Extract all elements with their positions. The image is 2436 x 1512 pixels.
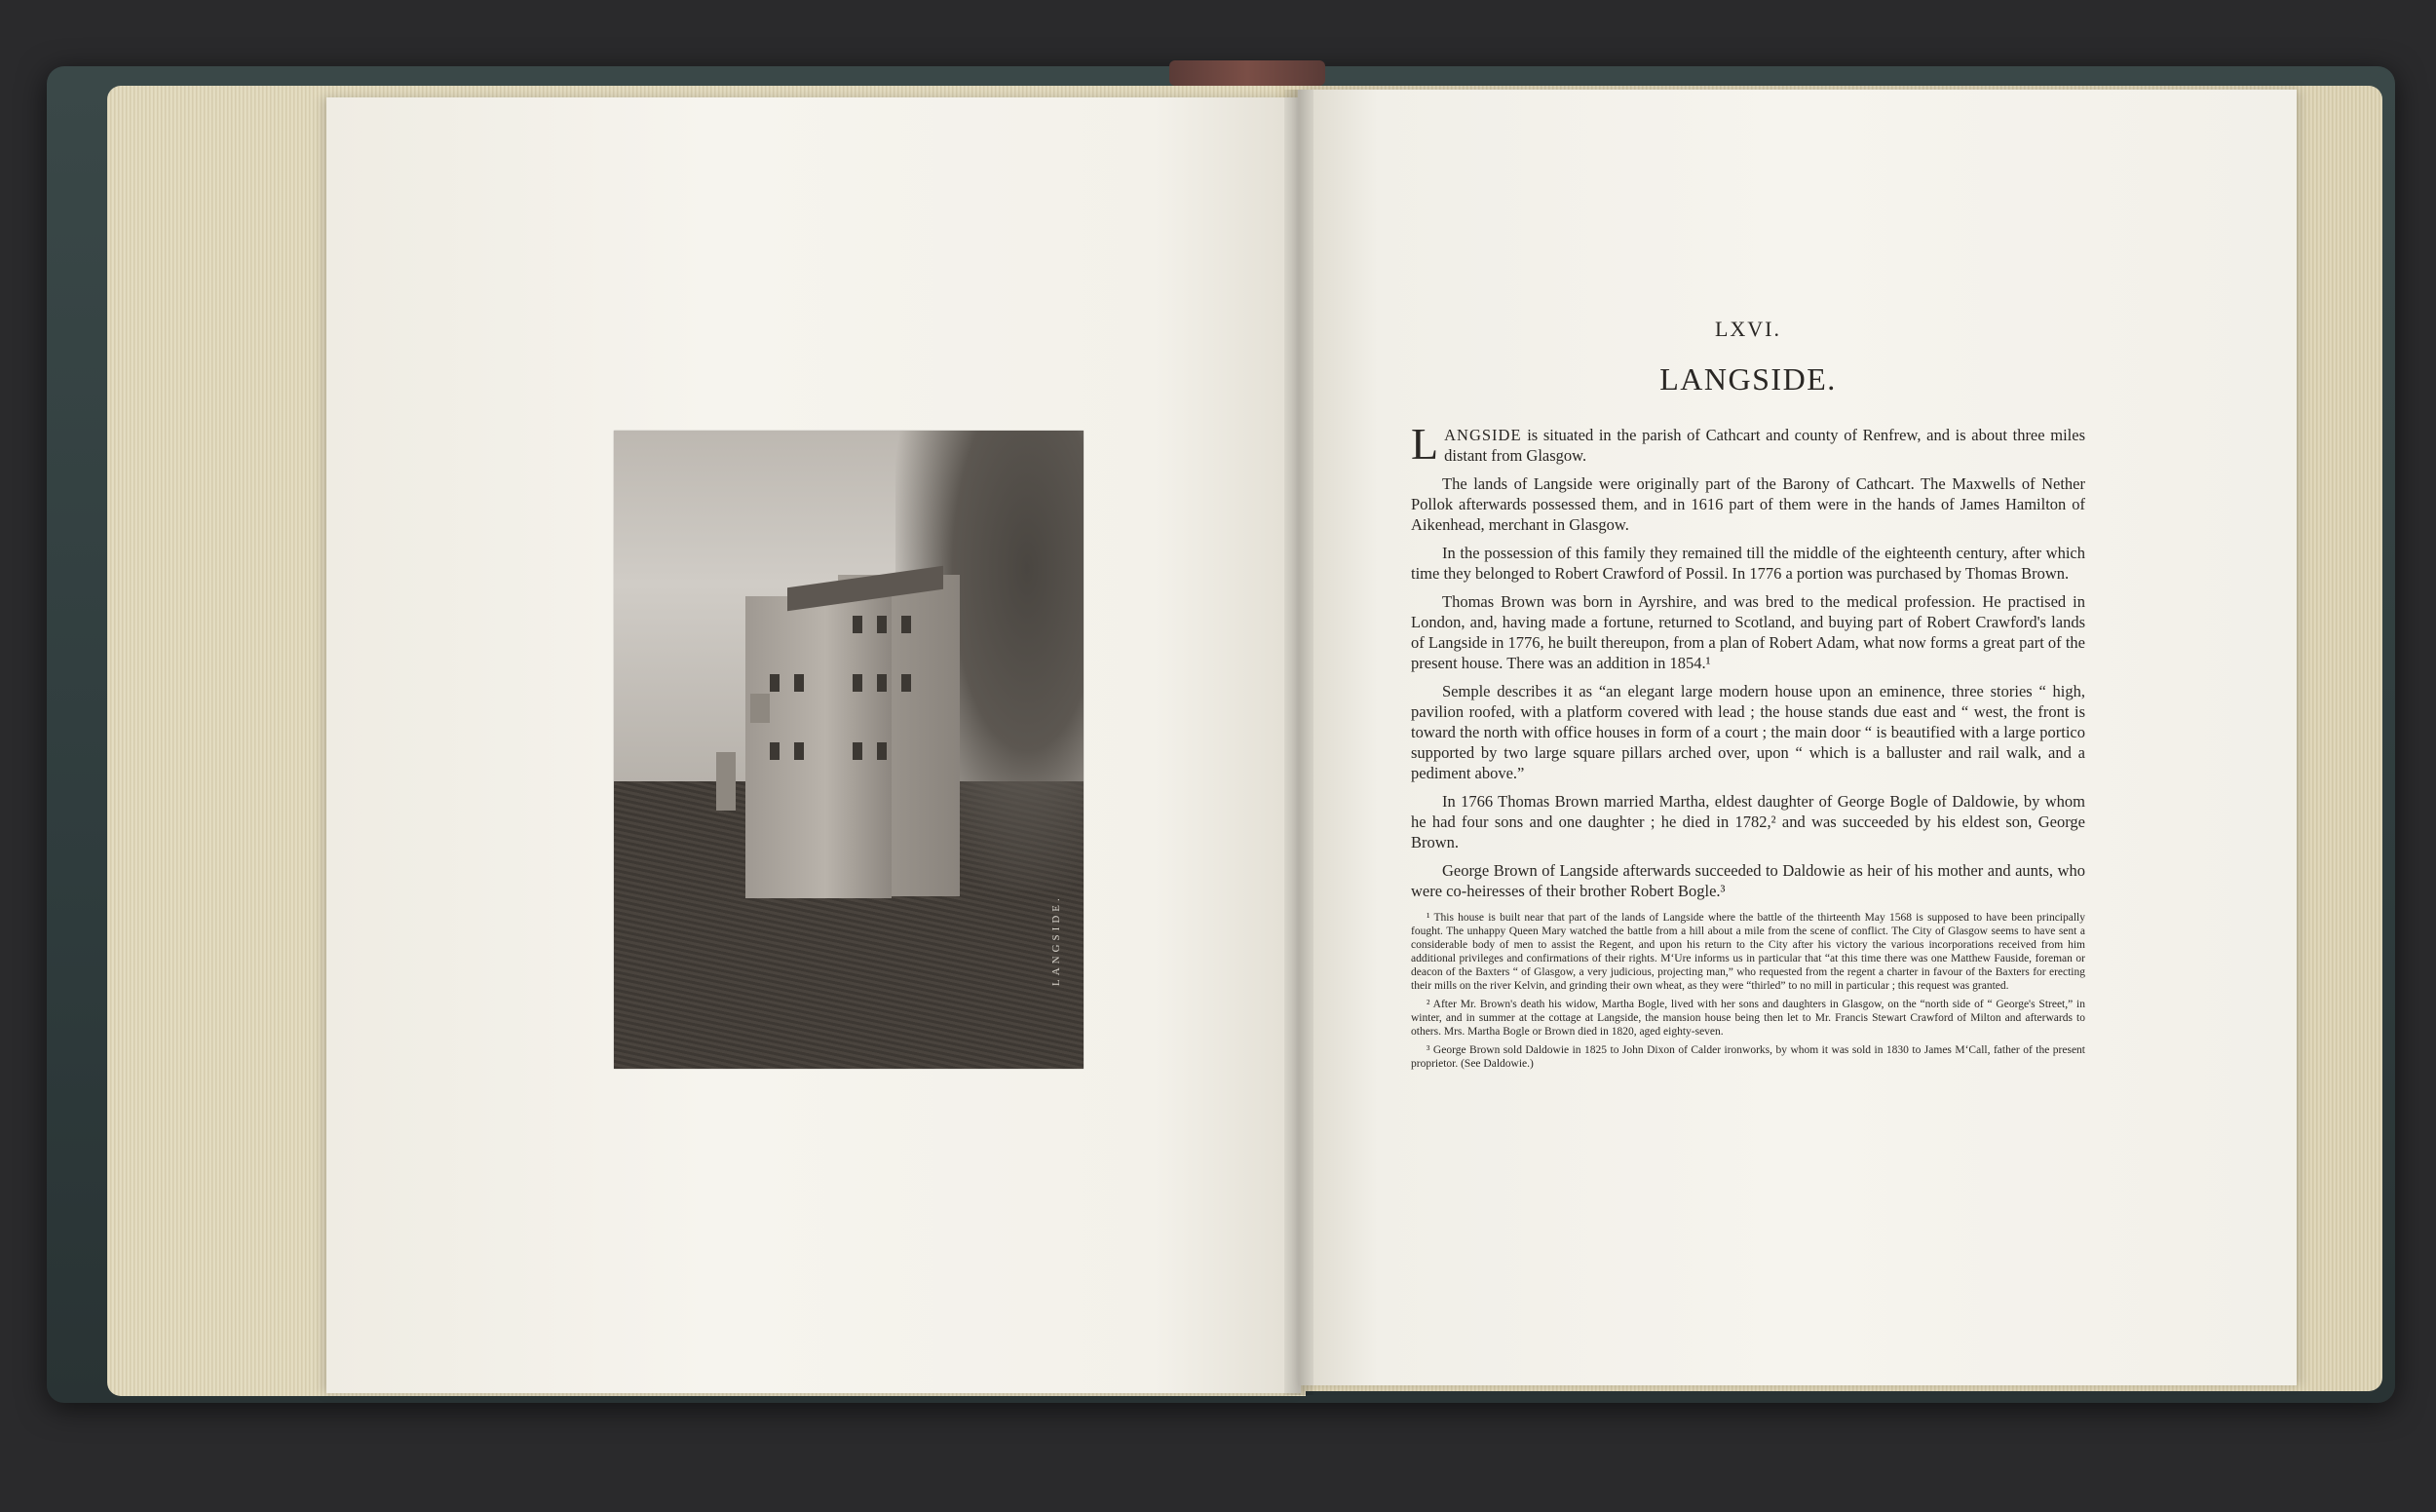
paragraph	[1411, 419, 2085, 469]
photo-window	[877, 742, 887, 760]
drop-cap: L	[1411, 419, 1439, 469]
plate-photograph	[614, 431, 1084, 1069]
footnote: ³ George Brown sold Daldowie in 1825 to John Dixon of Calder ironworks, by whom it was sold in 1830 to James M‘Call, father of the present proprietor. (See Daldowie.)	[1411, 1044, 2085, 1070]
photo-window	[901, 616, 911, 633]
photo-window	[770, 742, 780, 760]
photo-window	[770, 674, 780, 692]
paragraph: Semple describes it as “an elegant large modern house upon an eminence, three stories “ high, pavilion roofed, with a platform covered with lead ; the house stands due east and “ west, the front is toward the north with office houses in form of a court ; the main door “ is beautified with a large portico supported by two large square pillars arched over, upon “ which is a balluster and rail walk, and a pediment above.”	[1411, 682, 2085, 782]
book-gutter	[1284, 90, 1313, 1395]
chapter-number: LXVI.	[1714, 317, 1782, 341]
footnotes	[1411, 911, 2085, 1071]
photo-window	[794, 742, 804, 760]
book-spine-headband	[1169, 60, 1325, 86]
paragraph: In 1766 Thomas Brown married Martha, eldest daughter of George Bogle of Daldowie, by whom he had four sons and one daughter ; he died in 1782,² and was succeeded by his eldest son, George Brown.	[1411, 792, 2085, 851]
photo-window	[794, 674, 804, 692]
paragraph: The lands of Langside were originally part of the Barony of Cathcart. The Maxwells of Nether Pollok afterwards possessed them, and in 1616 part of them were in the hands of James Hamilton of Aikenhead, merchant in Glasgow.	[1411, 474, 2085, 534]
right-page-text	[1411, 317, 2085, 1076]
photo-chimney	[716, 752, 736, 811]
photo-window	[853, 742, 862, 760]
plate-caption: LANGSIDE.	[1050, 894, 1062, 986]
photo-house-front	[745, 596, 892, 898]
photo-window	[877, 616, 887, 633]
paragraph: In the possession of this family they remained till the middle of the eighteenth century, after which time they belonged to Robert Crawford of Possil. In 1776 a portion was purchased by Thomas Brown.	[1411, 544, 2085, 583]
lead-word: ANGSIDE	[1444, 426, 1522, 444]
photo-chimney	[750, 694, 770, 723]
paragraph-text: is situated in the parish of Cathcart and county of Renfrew, and is about three miles distant from Glasgow.	[1444, 426, 2085, 465]
footnote: ² After Mr. Brown's death his widow, Martha Bogle, lived with her sons and daughters in Glasgow, on the “north side of “ George's Street,” in winter, and in summer at the cottage at Langside, the mansion house being then let to Mr. Francis Stewart Crawford of Milton and afterwards to others. Mrs. Martha Bogle or Brown died in 1820, aged eighty-seven.	[1411, 999, 2085, 1038]
photo-window	[901, 674, 911, 692]
paragraph: George Brown of Langside afterwards succeeded to Daldowie as heir of his mother and aunts, who were co-heiresses of their brother Robert Bogle.³	[1411, 861, 2085, 900]
paragraph: Thomas Brown was born in Ayrshire, and was bred to the medical profession. He practised in London, and, having made a fortune, returned to Scotland, and buying part of Robert Crawford's lands of Langside in 1776, he built thereupon, from a plan of Robert Adam, what now forms a great part of the present house. There was an addition in 1854.¹	[1411, 592, 2085, 672]
page-title: LANGSIDE.	[1659, 361, 1837, 397]
photo-window	[853, 674, 862, 692]
footnote: ¹ This house is built near that part of the lands of Langside where the battle of the thirteenth May 1568 is supposed to have been principally fought. The unhappy Queen Mary watched the battle from a hill about a mile from the scene of conflict. The City of Glasgow seems to have sent a considerable body of men to assist the Regent, and upon his return to the City after his victory the various incorporations received from him additional privileges and confirmations of their rights. M‘Ure informs us in particular that “at this time there was one Matthew Fauside, foreman or deacon of the Baxters “ of Glasgow, a very judicious, projecting man,” who requested from the regent a charter in favour of the Baxters for erecting their mills on the river Kelvin, and grinding their own wheat, as they were “thirled” to no mill in particular ; this request was granted.	[1411, 912, 2085, 992]
photo-window	[877, 674, 887, 692]
photo-window	[853, 616, 862, 633]
